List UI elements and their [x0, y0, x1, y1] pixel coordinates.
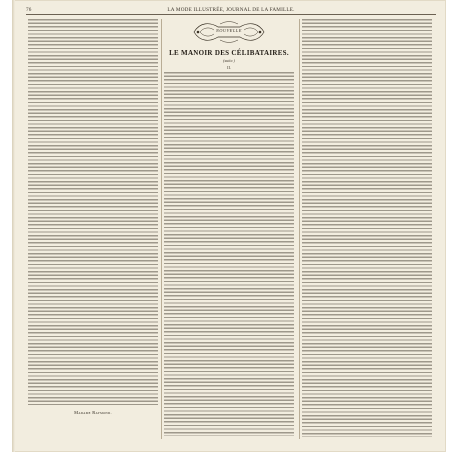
- body-text-block: [302, 19, 432, 437]
- header-rule: [26, 14, 436, 15]
- body-text-block: [164, 72, 294, 436]
- running-title: LA MODE ILLUSTRÉE, JOURNAL DE LA FAMILLE.: [167, 7, 295, 13]
- body-text-block: [28, 19, 158, 405]
- article-title: LE MANOIR DES CÉLIBATAIRES.: [169, 49, 289, 57]
- article-byline: (suite.): [223, 58, 235, 63]
- page-fold-edge: [12, 0, 15, 452]
- author-signature: Madame Raymond.: [74, 410, 112, 415]
- text-column-left: [28, 19, 158, 437]
- page-number: 76: [26, 7, 32, 13]
- text-column-right: [302, 19, 432, 437]
- chapter-number: II.: [227, 65, 231, 70]
- text-column-middle: [164, 19, 294, 437]
- newspaper-page: [12, 0, 446, 452]
- section-label: NOUVELLE: [216, 28, 242, 33]
- column-separator: [161, 19, 162, 439]
- column-separator: [299, 19, 300, 439]
